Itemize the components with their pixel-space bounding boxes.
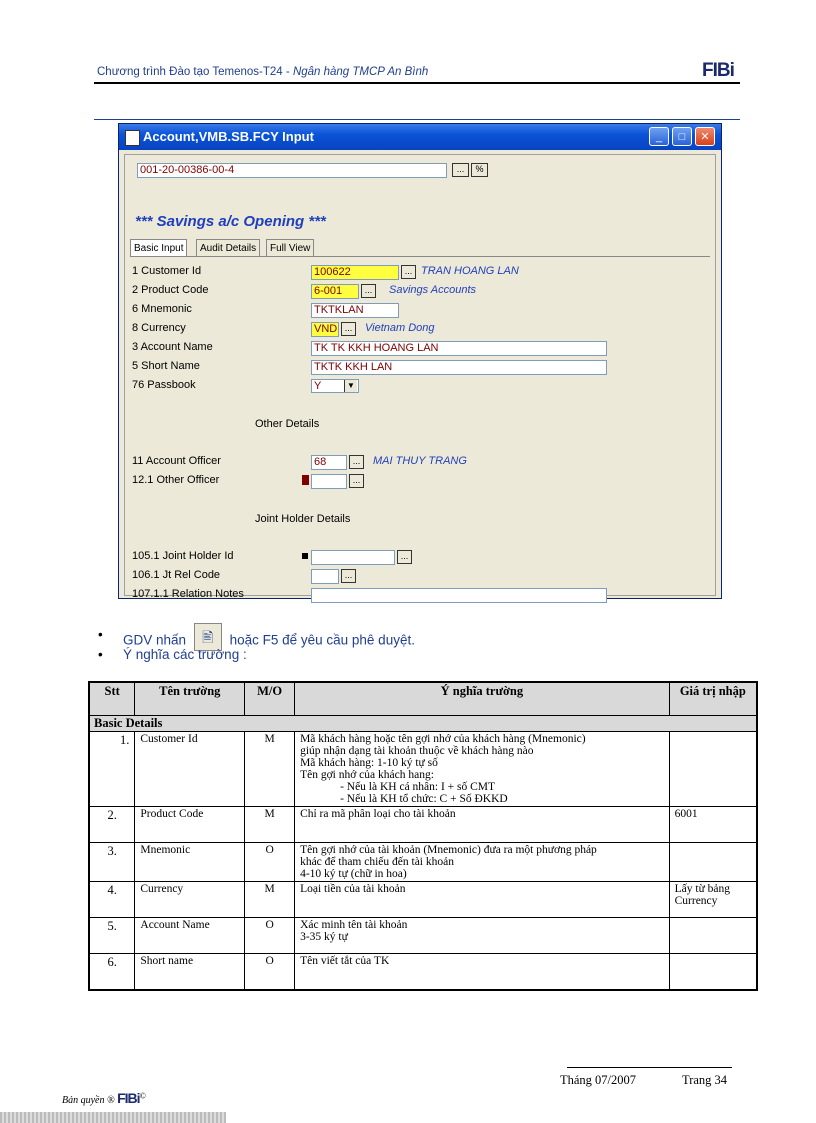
field-label-joint-holder-id: 105.1 Joint Holder Id [132,550,234,562]
cell-stt: 4. [89,882,135,918]
bullet-text-after: hoặc F5 để yêu cầu phê duyệt. [229,632,415,648]
cell-meaning [295,732,670,807]
section-basic-details: Basic Details [89,716,757,732]
customer-id-lookup[interactable]: ... [401,265,416,279]
table-row [89,882,757,918]
record-zoom-button[interactable]: % [471,163,488,177]
meaning-line: Tên viết tắt của TK [300,955,390,967]
other-officer-input[interactable] [311,474,347,489]
short-name-input[interactable]: TKTK KKH LAN [311,360,607,375]
chevron-down-icon[interactable]: ▼ [344,380,357,392]
cell-stt: 3. [89,843,135,882]
currency-enrichment: Vietnam Dong [365,322,435,334]
cell-meaning [295,843,670,882]
account-officer-lookup[interactable]: ... [349,455,364,469]
cell-mo: M [245,732,295,807]
expand-marker-icon[interactable] [302,475,309,485]
jt-rel-code-input[interactable] [311,569,339,584]
col-header-meaning: Ý nghĩa trường [295,682,670,716]
field-label-account-name: 3 Account Name [132,341,213,353]
meaning-line: Loại tiền của tài khoản [300,883,406,895]
meaning-subline: - Nếu là KH tổ chức: C + Số ĐKKD [340,793,508,805]
bullet-text-before: GDV nhấn [123,632,187,648]
field-label-mnemonic: 6 Mnemonic [132,303,192,315]
cell-name: Account Name [135,918,245,954]
table-row [89,807,757,843]
passbook-value: Y [314,380,322,392]
cell-value [669,843,757,882]
cell-value: Lấy từ bảng Currency [669,882,757,918]
cell-stt: 6. [89,954,135,990]
window-body [124,154,716,600]
close-button[interactable]: ✕ [695,127,715,146]
cell-name: Product Code [135,807,245,843]
officer-enrichment: MAI THUY TRANG [373,455,467,467]
minimize-button[interactable]: _ [649,127,669,146]
meaning-line: 4-10 ký tự (chữ in hoa) [300,868,407,880]
account-name-input[interactable]: TK TK KKH HOANG LAN [311,341,607,356]
field-label-product-code: 2 Product Code [132,284,209,296]
tab-full-view[interactable]: Full View [266,239,314,257]
field-label-passbook: 76 Passbook [132,379,196,391]
cell-value: 6001 [669,807,757,843]
product-enrichment: Savings Accounts [389,284,477,296]
currency-lookup[interactable]: ... [341,322,356,336]
header-rule [94,82,740,84]
cell-mo: M [245,882,295,918]
meaning-line: Mã khách hàng: 1-10 ký tự số [300,757,438,769]
section-other-details: Other Details [255,418,320,430]
footer-copyright [62,1090,146,1106]
header-rule-blue [94,119,740,120]
product-code-input[interactable]: 6-001 [311,284,359,299]
cell-meaning [295,807,670,843]
passbook-select[interactable] [311,379,359,393]
customer-id-input[interactable]: 100622 [311,265,399,280]
table-row [89,954,757,990]
window-title: Account,VMB.SB.FCY Input [143,129,314,144]
cell-stt: 1. [89,732,135,807]
cell-name: Currency [135,882,245,918]
t24-input-window [118,123,722,599]
footer-page: Trang 34 [682,1073,728,1087]
cell-mo: M [245,807,295,843]
bullet-dot: • [98,627,103,642]
field-label-customer-id: 1 Customer Id [132,265,202,277]
copyright-mark: © [139,1091,146,1101]
joint-holder-id-input[interactable] [311,550,395,565]
currency-input[interactable]: VND [311,322,339,337]
field-label-other-officer: 12.1 Other Officer [132,474,220,486]
header-title-plain: Chương trình Đào tạo Temenos-T24 - [97,66,290,78]
fibi-logo: FIBi [117,1090,140,1106]
tab-basic-input[interactable]: Basic Input [130,239,187,257]
table-row [89,843,757,882]
customer-name-enrichment: TRAN HOANG LAN [421,265,519,277]
meaning-line: Tên gợi nhớ của tài khoản (Mnemonic) đưa ra một phương pháp [300,844,597,856]
meaning-line: Tên gợi nhớ của khách hang: [300,769,434,781]
meaning-line: 3-35 ký tự [300,931,348,943]
header-title [97,66,428,78]
table-row [89,732,757,807]
meaning-line: Mã khách hàng hoặc tên gợi nhớ của khách hàng (Mnemonic) [300,733,586,745]
col-header-value: Giá trị nhập [669,682,757,716]
copyright-text: Bản quyền ® [62,1095,115,1106]
table-header-row [89,682,757,716]
meaning-line: Xác minh tên tài khoản [300,919,408,931]
other-officer-lookup[interactable]: ... [349,474,364,488]
joint-holder-lookup[interactable]: ... [397,550,412,564]
cell-value [669,732,757,807]
account-officer-input[interactable]: 68 [311,455,347,470]
cell-name: Customer Id [135,732,245,807]
meaning-line: giúp nhận dạng tài khoản thuộc về khách hàng nào [300,745,534,757]
meaning-line: khác để tham chiếu đến tài khoản [300,856,454,868]
bullet-text: Ý nghĩa các trường : [123,647,247,662]
application-banner: *** Savings a/c Opening *** [135,213,326,230]
cell-value [669,954,757,990]
authorise-icon[interactable]: 🖹 [194,623,222,651]
cell-value [669,918,757,954]
maximize-button[interactable]: □ [672,127,692,146]
field-label-relation-notes: 107.1.1 Relation Notes [132,588,244,600]
jt-rel-code-lookup[interactable]: ... [341,569,356,583]
relation-notes-input[interactable] [311,588,607,603]
field-label-jt-rel-code: 106.1 Jt Rel Code [132,569,221,581]
tab-audit-details[interactable]: Audit Details [196,239,260,257]
record-lookup-button[interactable]: ... [452,163,469,177]
cell-mo: O [245,843,295,882]
field-label-account-officer: 11 Account Officer [132,455,221,467]
cell-meaning [295,954,670,990]
field-label-short-name: 5 Short Name [132,360,200,372]
product-code-lookup[interactable]: ... [361,284,376,298]
meaning-line: Chỉ ra mã phân loại cho tài khoản [300,808,456,820]
col-header-mo: M/O [245,682,295,716]
cell-mo: O [245,918,295,954]
table-row [89,918,757,954]
cell-name: Mnemonic [135,843,245,882]
footer-grey-bar [0,1112,226,1123]
window-titlebar[interactable] [119,124,721,150]
table-section-row [89,716,757,732]
header-title-italic: Ngân hàng TMCP An Bình [292,66,429,78]
expand-marker-icon[interactable] [302,553,308,559]
bullet-dot: • [98,647,103,662]
cell-meaning [295,882,670,918]
cell-mo: O [245,954,295,990]
meaning-subline: - Nếu là KH cá nhân: I + số CMT [340,781,496,793]
cell-stt: 5. [89,918,135,954]
cell-stt: 2. [89,807,135,843]
tab-divider [130,256,710,257]
fibi-logo: FIBi [702,60,734,81]
mnemonic-input[interactable]: TKTKLAN [311,303,399,318]
footer-date: Tháng 07/2007 [560,1073,637,1087]
col-header-name: Tên trường [135,682,245,716]
footer-rule [567,1067,732,1068]
cell-meaning [295,918,670,954]
record-id-input[interactable]: 001-20-00386-00-4 [137,163,447,178]
field-label-currency: 8 Currency [132,322,186,334]
window-app-icon [125,130,140,146]
col-header-stt: Stt [89,682,135,716]
field-description-table [88,681,758,991]
cell-name: Short name [135,954,245,990]
section-joint-holder: Joint Holder Details [255,513,351,525]
